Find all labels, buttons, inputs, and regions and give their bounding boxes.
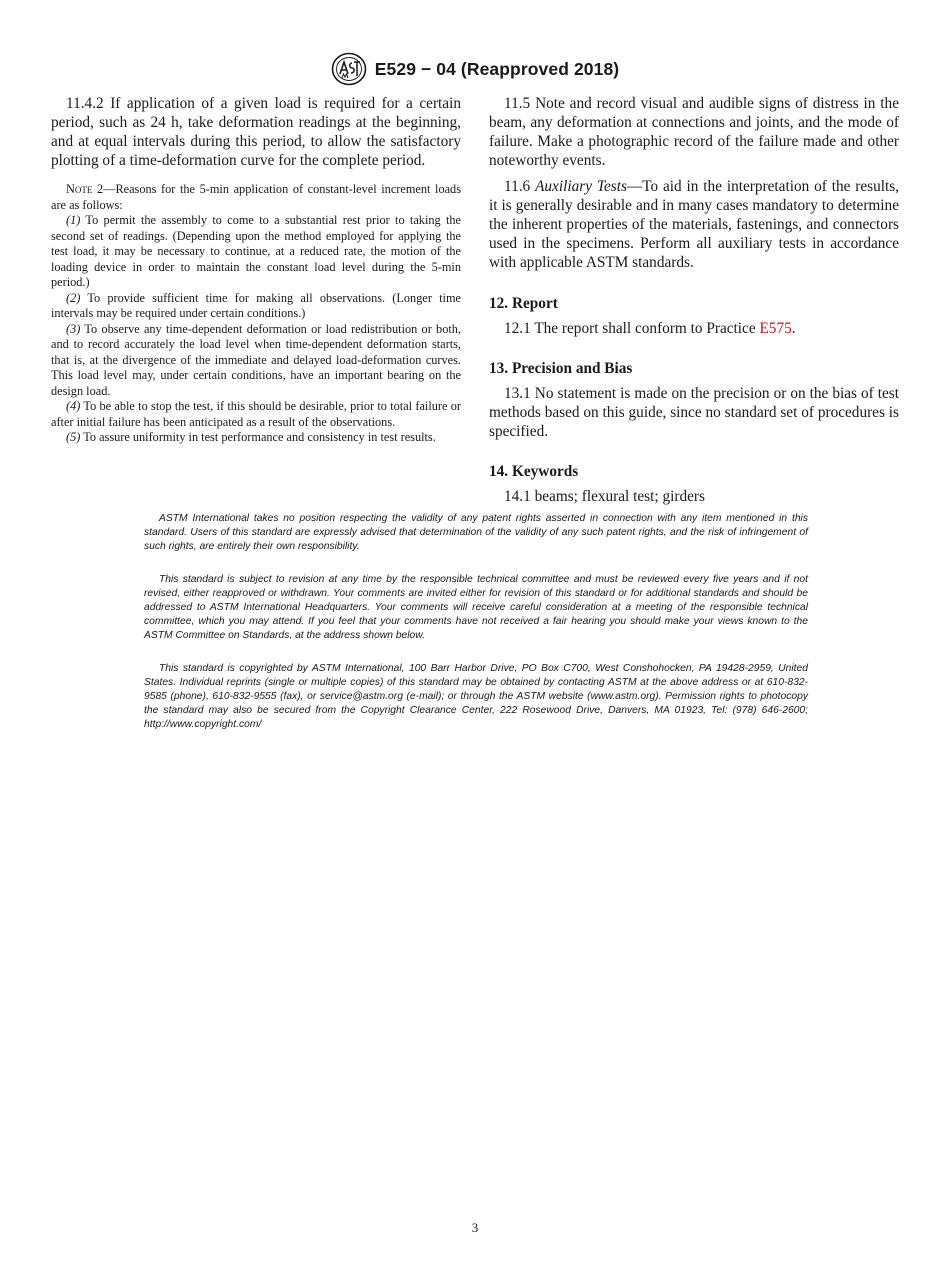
document-designation: E529 − 04 (Reapproved 2018)	[374, 58, 620, 79]
note-item: (3) To observe any time-dependent deformation or load redistribution or both, and to record accurately the load level when time-dependent deformation starts, that is, at the divergence of the immediate and delayed load-deformation curves. This load level may, under certain conditions, have an important bearing on the design load.	[51, 321, 461, 398]
copyright-notice: This standard is copyrighted by ASTM International, 100 Barr Harbor Drive, PO Box C700, West Conshohocken, PA 19428-2959, United States. Individual reprints (single or multiple copies) of this standard may be obtained by contacting ASTM at the above address or at 610-832-9585 (phone), 610-832-9555 (fax), or service@astm.org (e-mail); or through the ASTM website (www.astm.org). Permission rights to photocopy the standard may also be secured from the Copyright Clearance Center, 222 Rosewood Drive, Danvers, MA 01923, Tel: (978) 646-2600; http://www.copyright.com/	[144, 663, 808, 730]
heading-keywords: 14. Keywords	[489, 463, 579, 480]
page-header	[0, 52, 950, 91]
note-item: (1) To permit the assembly to come to a substantial rest prior to taking the second set of readings. (Depending upon the method employed for applying the test load, it may be necessary to continue, at a reduced rate, the motion of the loading device in order to maintain the constant load level during the 5-min period.)	[51, 213, 461, 289]
patent-disclaimer: ASTM International takes no position respecting the validity of any patent rights asserted in connection with any item mentioned in this standard. Users of this standard are expressly advised that determination of the validity of any such patent rights, and the risk of infringement of such rights, are entirely their own responsibility.	[144, 513, 808, 552]
page-number: 3	[471, 1220, 479, 1235]
auxiliary-tests-title: Auxiliary Tests	[535, 178, 627, 195]
e575-link[interactable]: E575	[759, 320, 792, 337]
heading-precision-bias: 13. Precision and Bias	[489, 360, 633, 377]
note-item: (4) To be able to stop the test, if this should be desirable, prior to total failure or after initial failure has been anticipated as a result of the observations.	[51, 399, 461, 429]
revision-notice: This standard is subject to revision at any time by the responsible technical committee and must be reviewed every five years and if not revised, either reapproved or withdrawn. Your comments are invited either for revision of this standard or for additional standards and should be addressed to ASTM International Headquarters. Your comments will receive careful consideration at a meeting of the responsible technical committee, which you may attend. If you feel that your comments have not received a fair hearing you should make your views known to the ASTM Committee on Standards, at the address shown below.	[144, 574, 808, 641]
section-13-1: 13.1 No statement is made on the precision or on the bias of test methods based on this guide, since no standard set of procedures is specified.	[489, 385, 899, 440]
left-column	[51, 94, 461, 446]
note-item: (5) To assure uniformity in test performance and consistency in test results.	[66, 430, 436, 444]
note-item: (2) To provide sufficient time for making all observations. (Longer time intervals may be required under certain conditions.)	[51, 290, 461, 320]
section-11-6: 11.6 Auxiliary Tests—To aid in the interpretation of the results, it is generally desirable and in many cases mandatory to determine the inherent properties of the materials, fastenings, and connectors used in the specimens. Perform all auxiliary tests in accordance with applicable ASTM standards.	[489, 178, 900, 271]
section-11-5: 11.5 Note and record visual and audible signs of distress in the beam, any deformation at connections and joints, and the mode of failure. Make a photographic record of the failure made and other noteworthy events.	[489, 95, 899, 169]
note-label: Note	[66, 182, 93, 196]
section-11-4-2: 11.4.2 If application of a given load is required for a certain period, such as 24 h, take deformation readings at the beginning, and at equal intervals during this period, to allow the satisfactory plotting of a time-deformation curve for the complete period.	[51, 95, 461, 169]
note-intro: Note 2—Reasons for the 5-min application of constant-level increment loads are as follows:	[51, 182, 461, 212]
section-14-1: 14.1 beams; flexural test; girders	[504, 488, 705, 505]
note-2	[51, 182, 461, 446]
astm-logo-icon	[331, 52, 367, 86]
right-column	[489, 94, 899, 513]
heading-report: 12. Report	[489, 295, 558, 312]
section-12-1: 12.1 The report shall conform to Practice E575.	[504, 320, 796, 337]
